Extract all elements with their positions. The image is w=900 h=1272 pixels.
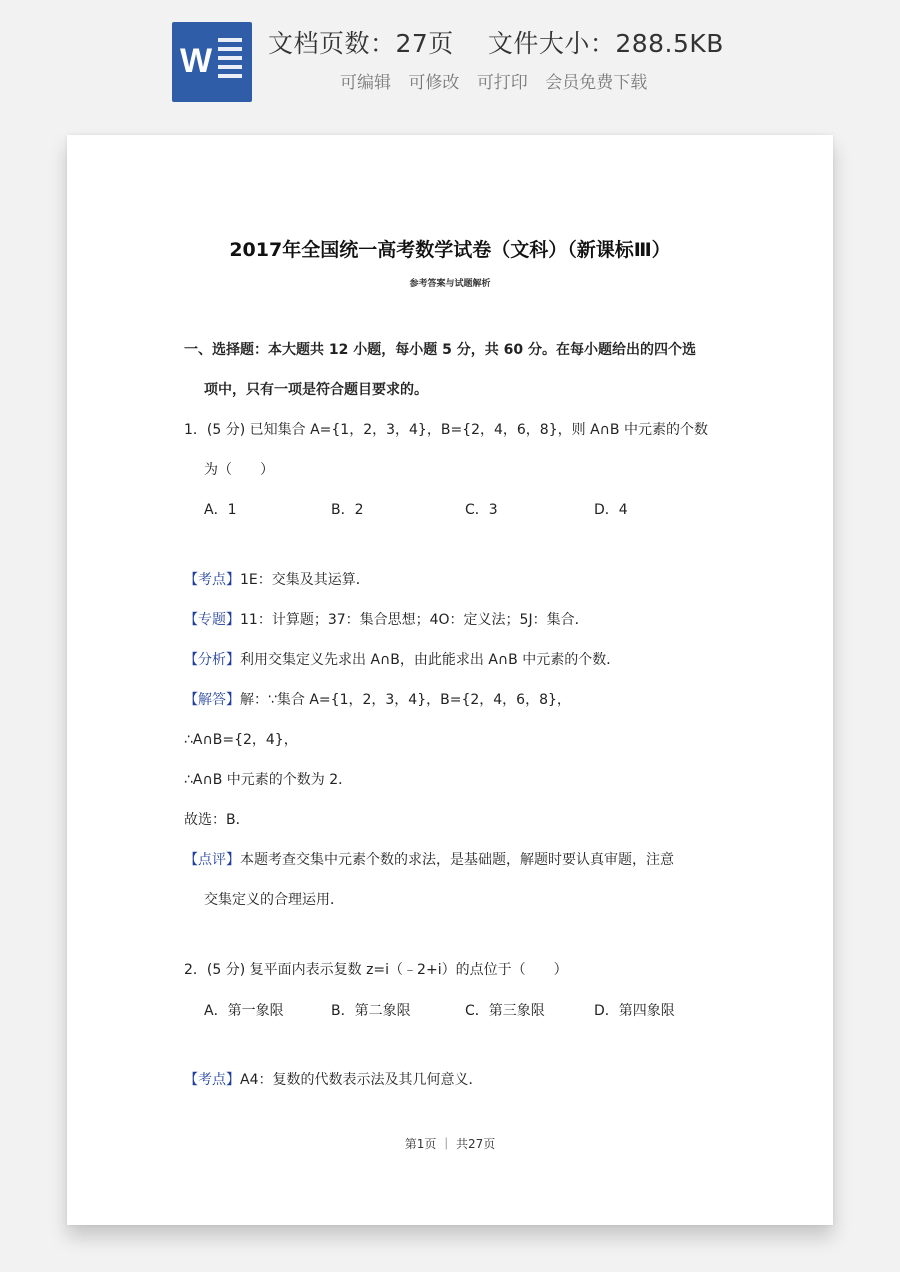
- section-heading-cont: 项中，只有一项是符合题目要求的。: [204, 382, 428, 398]
- q1-step-1: ∴A∩B={2，4}，: [184, 732, 298, 748]
- q1-step-2: ∴A∩B 中元素的个数为 2．: [184, 772, 353, 788]
- dianping-tag: 【点评】: [184, 852, 240, 868]
- file-stats: [268, 24, 724, 60]
- word-document-icon: W: [172, 22, 252, 102]
- q2-kaodian: [184, 1069, 482, 1089]
- q1-choice: 故选：B．: [184, 812, 250, 828]
- q2-option-d: D．第四象限: [594, 1003, 675, 1019]
- feature-editable: 可编辑: [340, 73, 391, 93]
- q2-option-b: B．第二象限: [331, 1003, 411, 1019]
- file-size: 文件大小：288.5KB: [487, 29, 724, 58]
- q2-option-c: C．第三象限: [465, 1003, 545, 1019]
- kaodian-text: 1E：交集及其运算．: [240, 572, 370, 588]
- document-page: [67, 135, 833, 1225]
- question-1-stem-cont: 为（ ）: [204, 462, 274, 478]
- section-heading: 一、选择题：本大题共 12 小题，每小题 5 分，共 60 分。在每小题给出的四个选: [184, 342, 696, 358]
- q2-option-a: A．第一象限: [204, 1003, 284, 1019]
- kaodian-tag: 【考点】: [184, 572, 240, 588]
- q1-option-b: B．2: [331, 502, 364, 518]
- page-footer: 第1页 ｜ 共27页: [404, 1137, 496, 1151]
- q1-zhuanti: [184, 609, 589, 629]
- feature-modifiable: 可修改: [408, 73, 460, 93]
- q1-jieda: [184, 689, 571, 709]
- document-subtitle: 参考答案与试题解析: [409, 279, 491, 289]
- feature-printable: 可打印: [476, 73, 528, 93]
- document-title: 2017年全国统一高考数学试卷（文科）（新课标Ⅲ）: [229, 239, 671, 261]
- q1-fenxi: [184, 649, 620, 669]
- jieda-tag: 【解答】: [184, 692, 240, 708]
- header-banner: [0, 0, 900, 120]
- fenxi-tag: 【分析】: [184, 652, 240, 668]
- kaodian-tag: 【考点】: [184, 1072, 240, 1088]
- q1-option-c: C．3: [465, 502, 498, 518]
- q1-option-a: A．1: [204, 502, 237, 518]
- q1-option-d: D．4: [594, 502, 628, 518]
- question-2-stem: 2．(5 分) 复平面内表示复数 z=i（﹣2+i）的点位于（ ）: [184, 962, 568, 978]
- zhuanti-text: 11：计算题；37：集合思想；4O：定义法；5J：集合．: [240, 612, 589, 628]
- question-1-stem: 1．(5 分) 已知集合 A={1，2，3，4}，B={2，4，6，8}，则 A∩B 中元素的个数: [184, 422, 708, 438]
- q1-dianping: [184, 849, 674, 869]
- dianping-text: 本题考查交集中元素个数的求法，是基础题，解题时要认真审题，注意: [240, 852, 674, 868]
- q1-kaodian: [184, 569, 370, 589]
- jieda-text: 解：∵集合 A={1，2，3，4}，B={2，4，6，8}，: [240, 692, 571, 708]
- feature-member-download: 会员免费下载: [545, 73, 648, 93]
- q1-dianping-cont: 交集定义的合理运用．: [204, 892, 344, 908]
- page-count: 文档页数：27页: [268, 29, 454, 58]
- feature-list: [340, 68, 659, 93]
- kaodian-text: A4：复数的代数表示法及其几何意义．: [240, 1072, 483, 1088]
- fenxi-text: 利用交集定义先求出 A∩B，由此能求出 A∩B 中元素的个数．: [240, 652, 621, 668]
- zhuanti-tag: 【专题】: [184, 612, 240, 628]
